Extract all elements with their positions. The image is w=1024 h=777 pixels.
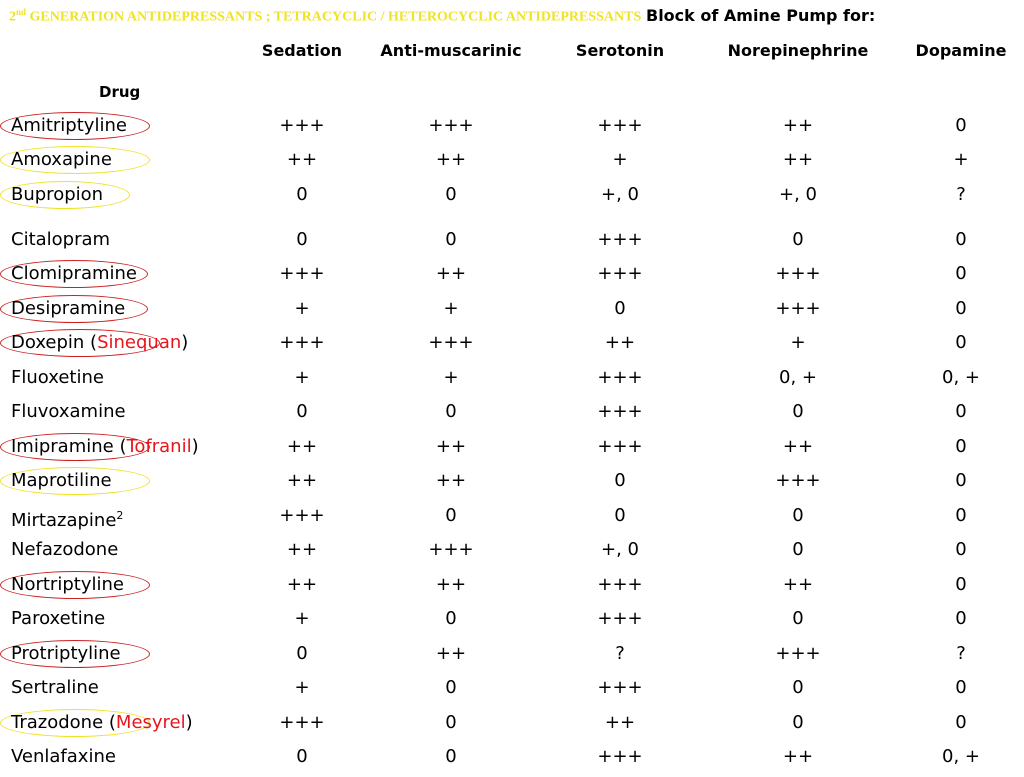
drug-generic-name: Clomipramine bbox=[11, 263, 137, 284]
drug-generic-name: Mirtazapine bbox=[11, 510, 117, 531]
cell-antimuscarinic: 0 bbox=[445, 505, 457, 526]
cell-antimuscarinic: ++ bbox=[435, 470, 467, 491]
column-header-antimuscarinic: Anti-muscarinic bbox=[380, 41, 522, 60]
footnote-marker: 2 bbox=[116, 509, 124, 522]
cell-serotonin: ++ bbox=[604, 712, 636, 733]
cell-sedation: +++ bbox=[279, 115, 325, 136]
cell-norepinephrine: ++ bbox=[782, 115, 814, 136]
title-ordinal-suffix: nd bbox=[16, 7, 27, 17]
cell-serotonin: +++ bbox=[597, 677, 643, 698]
cell-serotonin: +++ bbox=[597, 746, 643, 767]
drug-generic-name: Bupropion bbox=[11, 184, 104, 205]
drug-generic-name: Venlafaxine bbox=[11, 746, 116, 767]
title-text: GENERATION ANTIDEPRESSANTS ; TETRACYCLIC / HETEROCYCLIC ANTIDEPRESSANTS bbox=[26, 9, 642, 25]
cell-sedation: 0 bbox=[296, 229, 308, 250]
cell-dopamine: 0 bbox=[955, 574, 967, 595]
cell-serotonin: +++ bbox=[597, 263, 643, 284]
drug-name bbox=[11, 400, 126, 424]
cell-antimuscarinic: 0 bbox=[445, 608, 457, 629]
cell-norepinephrine: 0 bbox=[792, 608, 804, 629]
drug-name bbox=[11, 366, 104, 390]
drug-generic-name: Fluvoxamine bbox=[11, 401, 126, 422]
table-row bbox=[0, 400, 1024, 432]
cell-norepinephrine: 0 bbox=[792, 539, 804, 560]
drug-name bbox=[11, 262, 137, 286]
table-row bbox=[0, 435, 1024, 467]
cell-antimuscarinic: +++ bbox=[428, 539, 474, 560]
table-row bbox=[0, 183, 1024, 215]
drug-generic-name: Nefazodone bbox=[11, 539, 119, 560]
cell-sedation: + bbox=[294, 608, 310, 629]
cell-norepinephrine: ++ bbox=[782, 574, 814, 595]
cell-norepinephrine: 0, + bbox=[779, 367, 817, 388]
table-row bbox=[0, 676, 1024, 708]
cell-dopamine: 0 bbox=[955, 229, 967, 250]
table-row bbox=[0, 504, 1024, 536]
cell-serotonin: +, 0 bbox=[601, 539, 639, 560]
cell-norepinephrine: 0 bbox=[792, 712, 804, 733]
drug-name bbox=[11, 573, 124, 597]
table-row bbox=[0, 262, 1024, 294]
drug-generic-name: Desipramine bbox=[11, 298, 126, 319]
column-header-serotonin: Serotonin bbox=[575, 41, 665, 60]
drug-brand-name: Sinequan bbox=[97, 332, 182, 353]
cell-serotonin: +++ bbox=[597, 367, 643, 388]
column-header-norepinephrine: Norepinephrine bbox=[727, 41, 869, 60]
cell-serotonin: +, 0 bbox=[601, 184, 639, 205]
table-row bbox=[0, 711, 1024, 743]
cell-norepinephrine: +++ bbox=[775, 298, 821, 319]
cell-norepinephrine: 0 bbox=[792, 677, 804, 698]
cell-dopamine: + bbox=[953, 149, 969, 170]
cell-antimuscarinic: +++ bbox=[428, 115, 474, 136]
drug-name: Doxepin (Sinequan) bbox=[11, 332, 189, 353]
table-row bbox=[0, 538, 1024, 570]
cell-antimuscarinic: + bbox=[443, 367, 459, 388]
cell-dopamine: 0 bbox=[955, 298, 967, 319]
cell-dopamine: 0 bbox=[955, 539, 967, 560]
table-row bbox=[0, 573, 1024, 605]
cell-norepinephrine: +, 0 bbox=[779, 184, 817, 205]
drug-generic-name: Maprotiline bbox=[11, 470, 112, 491]
drug-name bbox=[11, 642, 121, 666]
cell-norepinephrine: ++ bbox=[782, 746, 814, 767]
drug-name bbox=[11, 538, 118, 562]
drug-brand-name: Mesyrel bbox=[115, 712, 186, 733]
drug-generic-name: Paroxetine bbox=[11, 608, 106, 629]
cell-serotonin: +++ bbox=[597, 401, 643, 422]
cell-dopamine: 0, + bbox=[942, 746, 980, 767]
cell-dopamine: 0 bbox=[955, 115, 967, 136]
cell-dopamine: 0 bbox=[955, 332, 967, 353]
cell-norepinephrine: ++ bbox=[782, 436, 814, 457]
drug-name bbox=[11, 469, 112, 493]
cell-dopamine: 0, + bbox=[942, 367, 980, 388]
cell-norepinephrine: 0 bbox=[792, 505, 804, 526]
cell-sedation: +++ bbox=[279, 712, 325, 733]
drug-generic-name: Nortriptyline bbox=[11, 574, 124, 595]
cell-sedation: ++ bbox=[286, 149, 318, 170]
cell-serotonin: +++ bbox=[597, 115, 643, 136]
column-header-dopamine: Dopamine bbox=[915, 41, 1007, 60]
cell-dopamine: 0 bbox=[955, 677, 967, 698]
cell-serotonin: 0 bbox=[614, 298, 626, 319]
drug-generic-name: Citalopram bbox=[11, 229, 111, 250]
drug-generic-name: Trazodone bbox=[11, 712, 104, 733]
table-row bbox=[0, 331, 1024, 363]
cell-dopamine: ? bbox=[956, 643, 966, 664]
cell-sedation: ++ bbox=[286, 539, 318, 560]
cell-antimuscarinic: 0 bbox=[445, 677, 457, 698]
cell-dopamine: 0 bbox=[955, 436, 967, 457]
cell-sedation: 0 bbox=[296, 643, 308, 664]
cell-serotonin: ? bbox=[615, 643, 625, 664]
cell-antimuscarinic: 0 bbox=[445, 401, 457, 422]
cell-sedation: + bbox=[294, 298, 310, 319]
cell-sedation: +++ bbox=[279, 505, 325, 526]
cell-serotonin: +++ bbox=[597, 436, 643, 457]
cell-antimuscarinic: ++ bbox=[435, 149, 467, 170]
cell-sedation: 0 bbox=[296, 401, 308, 422]
cell-norepinephrine: +++ bbox=[775, 263, 821, 284]
cell-norepinephrine: 0 bbox=[792, 229, 804, 250]
cell-serotonin: +++ bbox=[597, 229, 643, 250]
drug-generic-name: Doxepin bbox=[11, 332, 85, 353]
cell-dopamine: 0 bbox=[955, 263, 967, 284]
cell-dopamine: 0 bbox=[955, 470, 967, 491]
cell-antimuscarinic: 0 bbox=[445, 746, 457, 767]
cell-sedation: +++ bbox=[279, 263, 325, 284]
cell-antimuscarinic: ++ bbox=[435, 643, 467, 664]
cell-dopamine: 0 bbox=[955, 608, 967, 629]
cell-antimuscarinic: +++ bbox=[428, 332, 474, 353]
cell-antimuscarinic: 0 bbox=[445, 184, 457, 205]
table-row bbox=[0, 228, 1024, 260]
cell-serotonin: 0 bbox=[614, 505, 626, 526]
cell-antimuscarinic: ++ bbox=[435, 263, 467, 284]
column-header-drug: Drug bbox=[99, 83, 141, 101]
table-row bbox=[0, 607, 1024, 639]
drug-generic-name: Fluoxetine bbox=[11, 367, 104, 388]
cell-serotonin: 0 bbox=[614, 470, 626, 491]
drug-name bbox=[11, 745, 116, 769]
drug-name bbox=[11, 297, 125, 321]
column-header-sedation: Sedation bbox=[261, 41, 343, 60]
drug-name: Imipramine (Tofranil) bbox=[11, 436, 199, 457]
cell-norepinephrine: +++ bbox=[775, 470, 821, 491]
table-row bbox=[0, 297, 1024, 329]
cell-antimuscarinic: ++ bbox=[435, 574, 467, 595]
cell-dopamine: 0 bbox=[955, 505, 967, 526]
cell-norepinephrine: + bbox=[790, 332, 806, 353]
table-row bbox=[0, 745, 1024, 777]
cell-serotonin: ++ bbox=[604, 332, 636, 353]
cell-antimuscarinic: ++ bbox=[435, 436, 467, 457]
cell-sedation: +++ bbox=[279, 332, 325, 353]
block-heading: Block of Amine Pump for: bbox=[646, 6, 876, 25]
slide-title bbox=[9, 7, 641, 26]
table-row bbox=[0, 469, 1024, 501]
drug-name bbox=[11, 228, 110, 252]
cell-antimuscarinic: 0 bbox=[445, 712, 457, 733]
drug-brand-name: Tofranil bbox=[126, 436, 192, 457]
table-row bbox=[0, 148, 1024, 180]
table-row bbox=[0, 114, 1024, 146]
cell-serotonin: +++ bbox=[597, 608, 643, 629]
cell-sedation: + bbox=[294, 367, 310, 388]
drug-generic-name: Sertraline bbox=[11, 677, 99, 698]
table-row bbox=[0, 366, 1024, 398]
cell-norepinephrine: 0 bbox=[792, 401, 804, 422]
drug-name bbox=[11, 114, 127, 138]
drug-name bbox=[11, 504, 123, 533]
table-row bbox=[0, 642, 1024, 674]
cell-antimuscarinic: + bbox=[443, 298, 459, 319]
drug-name bbox=[11, 607, 105, 631]
drug-name bbox=[11, 676, 99, 700]
cell-serotonin: + bbox=[612, 149, 628, 170]
cell-sedation: 0 bbox=[296, 184, 308, 205]
drug-name bbox=[11, 183, 103, 207]
cell-sedation: ++ bbox=[286, 436, 318, 457]
cell-serotonin: +++ bbox=[597, 574, 643, 595]
title-ordinal-number: 2 bbox=[9, 9, 16, 25]
drug-generic-name: Imipramine bbox=[11, 436, 114, 457]
cell-dopamine: 0 bbox=[955, 712, 967, 733]
cell-sedation: ++ bbox=[286, 470, 318, 491]
cell-sedation: ++ bbox=[286, 574, 318, 595]
cell-norepinephrine: ++ bbox=[782, 149, 814, 170]
drug-generic-name: Amoxapine bbox=[11, 149, 112, 170]
drug-generic-name: Protriptyline bbox=[11, 643, 121, 664]
drug-name: Trazodone (Mesyrel) bbox=[11, 712, 193, 733]
cell-dopamine: 0 bbox=[955, 401, 967, 422]
cell-sedation: 0 bbox=[296, 746, 308, 767]
cell-sedation: + bbox=[294, 677, 310, 698]
cell-norepinephrine: +++ bbox=[775, 643, 821, 664]
drug-generic-name: Amitriptyline bbox=[11, 115, 127, 136]
drug-name bbox=[11, 148, 112, 172]
cell-antimuscarinic: 0 bbox=[445, 229, 457, 250]
cell-dopamine: ? bbox=[956, 184, 966, 205]
